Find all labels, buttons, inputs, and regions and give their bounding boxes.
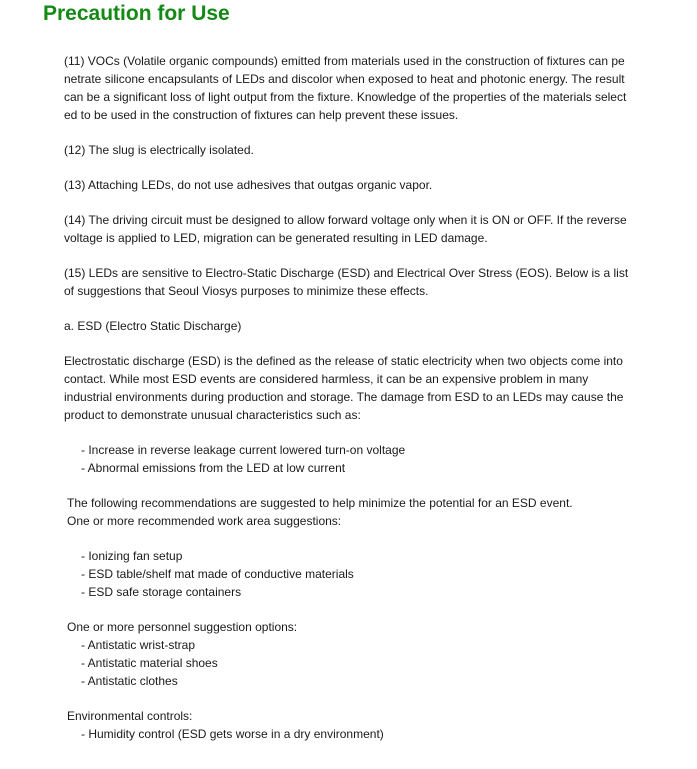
- page-title: Precaution for Use: [43, 2, 230, 25]
- esd-effects-list: [64, 441, 630, 477]
- item-11: (11) VOCs (Volatile organic compounds) emitted from materials used in the construction of fixtures can penetrate silicone encapsulants of LEDs and discolor when exposed to heat and photonic energy. The result can be a significant loss of light output from the fixture. Knowledge of the properties of the materials selected to be used in the construction of fixtures can help prevent these issues.: [64, 54, 627, 122]
- list-item: - Antistatic clothes: [81, 674, 178, 688]
- personnel-section: [64, 618, 630, 690]
- list-item: - Increase in reverse leakage current lowered turn-on voltage: [81, 443, 406, 457]
- item-12: (12) The slug is electrically isolated.: [64, 143, 254, 157]
- list-item: - ESD table/shelf mat made of conductive materials: [81, 567, 354, 581]
- list-item: - Antistatic wrist-strap: [81, 638, 196, 652]
- esd-heading: a. ESD (Electro Static Discharge): [64, 319, 242, 333]
- list-item: - Ionizing fan setup: [81, 549, 183, 563]
- list-item: - ESD safe storage containers: [81, 585, 242, 599]
- item-14: (14) The driving circuit must be designed to allow forward voltage only when it is ON or OFF. If the reverse voltage is applied to LED, migration can be generated resulting in LED damage.: [64, 213, 627, 245]
- work-area-list: [64, 547, 630, 601]
- list-item: - Abnormal emissions from the LED at low current: [81, 461, 346, 475]
- personnel-heading: One or more personnel suggestion options:: [67, 620, 298, 634]
- item-15: (15) LEDs are sensitive to Electro-Static Discharge (ESD) and Electrical Over Stress (EOS). Below is a list of suggestions that Seoul Viosys purposes to minimize these effects.: [64, 266, 629, 298]
- list-item: - Antistatic material shoes: [81, 656, 218, 670]
- esd-intro: Electrostatic discharge (ESD) is the defined as the release of static electricity when two objects come into contact. While most ESD events are considered harmless, it can be an expensive problem in many industrial environments during production and storage. The damage from ESD to an LEDs may cause the product to demonstrate unusual characteristics such as:: [64, 354, 624, 422]
- environment-section: [64, 707, 630, 743]
- recommendation-line: The following recommendations are suggested to help minimize the potential for an ESD event.: [67, 496, 573, 510]
- environment-heading: Environmental controls:: [67, 709, 193, 723]
- document-body: [64, 52, 630, 760]
- list-item: - Humidity control (ESD gets worse in a dry environment): [81, 727, 384, 741]
- item-13: (13) Attaching LEDs, do not use adhesives that outgas organic vapor.: [64, 178, 433, 192]
- esd-recommendations: [64, 494, 630, 530]
- work-area-heading: One or more recommended work area suggestions:: [67, 514, 342, 528]
